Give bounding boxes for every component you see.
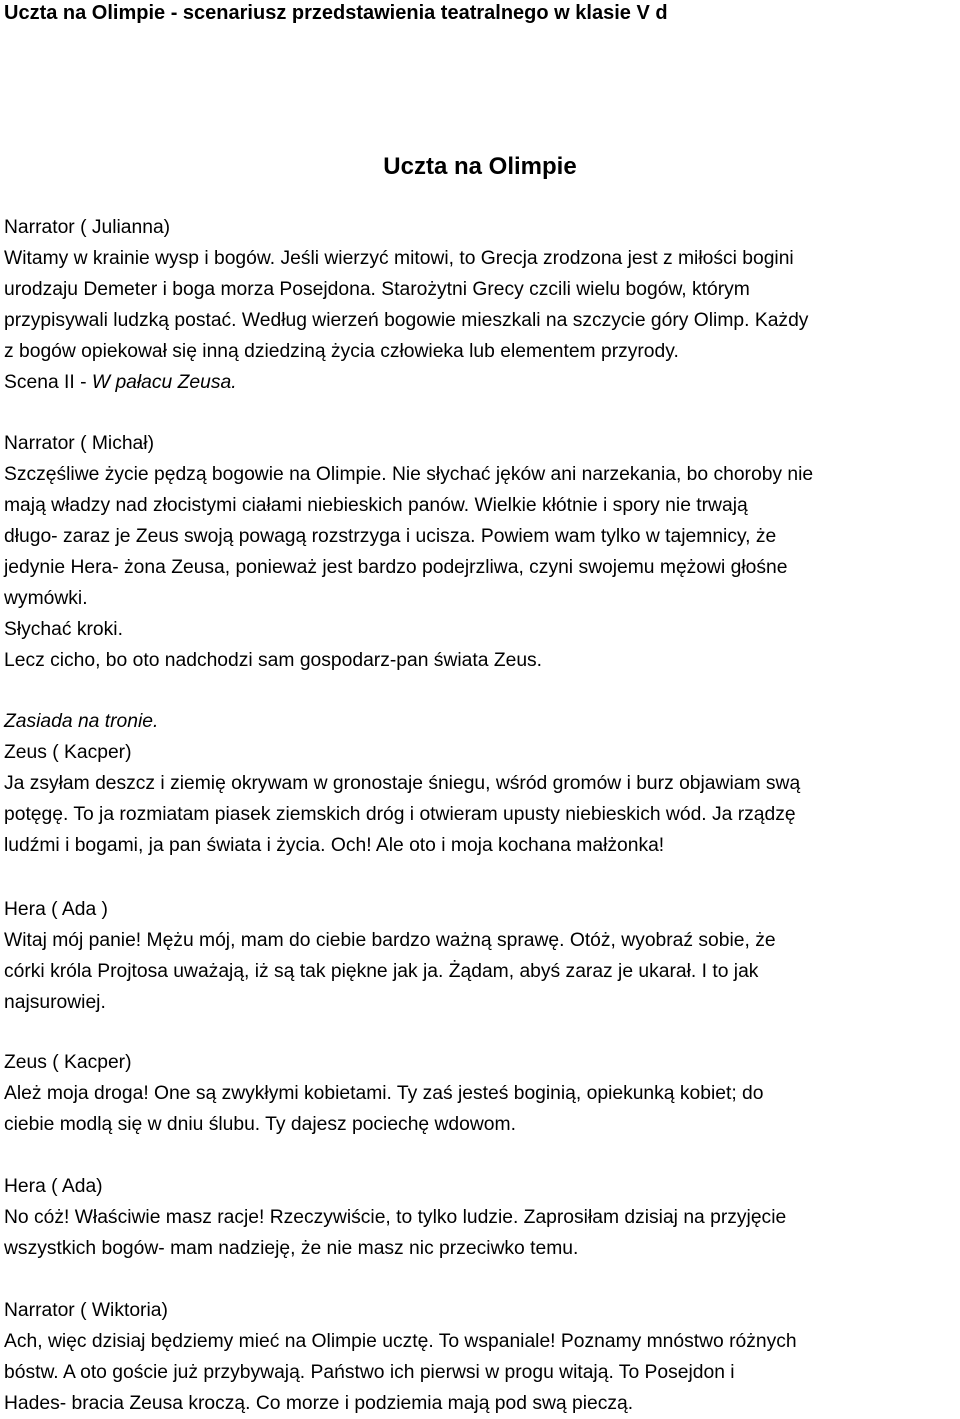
dialogue-line: najsurowiej. xyxy=(4,992,106,1013)
speaker-name: Narrator ( Michał) xyxy=(4,433,154,454)
dialogue-line: Witamy w krainie wysp i bogów. Jeśli wierzyć mitowi, to Grecja zrodzona jest z miłości bogini xyxy=(4,248,794,269)
dialogue-line: ciebie modlą się w dniu ślubu. Ty dajesz pociechę wdowom. xyxy=(4,1114,516,1135)
dialogue-line: Ach, więc dzisiaj będziemy mieć na Olimpie ucztę. To wspaniale! Poznamy mnóstwo różnych xyxy=(4,1331,797,1352)
dialogue-line: potęgę. To ja rozmiatam piasek ziemskich dróg i otwieram upusty niebieskich wód. Ja rządzę xyxy=(4,804,796,825)
dialogue-line: z bogów opiekował się inną dziedziną życia człowieka lub elementem przyrody. xyxy=(4,341,679,362)
dialogue-line: Witaj mój panie! Mężu mój, mam do ciebie bardzo ważną sprawę. Otóż, wyobraź sobie, że xyxy=(4,930,776,951)
dialogue-line: wszystkich bogów- mam nadzieję, że nie masz nic przeciwko temu. xyxy=(4,1238,579,1259)
speaker-name: Zeus ( Kacper) xyxy=(4,1052,132,1073)
scene-prefix: Scena II - xyxy=(4,372,92,393)
dialogue-line: mają władzy nad złocistymi ciałami niebieskich panów. Wielkie kłótnie i spory nie trwają xyxy=(4,495,748,516)
speaker-name: Hera ( Ada ) xyxy=(4,899,108,920)
section-hera-1 xyxy=(4,894,954,1018)
section-narrator-wiktoria xyxy=(4,1295,954,1419)
speaker-name: Zeus ( Kacper) xyxy=(4,742,132,763)
dialogue-line: Słychać kroki. xyxy=(4,619,123,640)
dialogue-line: Ależ moja droga! One są zwykłymi kobietami. Ty zaś jesteś boginią, opiekunką kobiet; do xyxy=(4,1083,764,1104)
document-title: Uczta na Olimpie xyxy=(383,153,577,180)
section-hera-2 xyxy=(4,1171,954,1264)
dialogue-line: długo- zaraz je Zeus swoją powagą rozstrzyga i ucisza. Powiem wam tylko w tajemnicy, że xyxy=(4,526,777,547)
dialogue-line: Lecz cicho, bo oto nadchodzi sam gospodarz-pan świata Zeus. xyxy=(4,650,543,671)
dialogue-line: urodzaju Demeter i boga morza Posejdona. Starożytni Grecy czcili wielu bogów, którym xyxy=(4,279,750,300)
dialogue-line: przypisywali ludzką postać. Według wierzeń bogowie mieszkali na szczycie góry Olimp. Każdy xyxy=(4,310,809,331)
section-narrator-julianna xyxy=(4,212,954,398)
dialogue-line: wymówki. xyxy=(4,588,88,609)
scene-heading xyxy=(4,367,954,398)
section-narrator-michal xyxy=(4,428,954,676)
section-zeus-1 xyxy=(4,706,954,861)
section-zeus-2 xyxy=(4,1047,954,1140)
dialogue-line: jedynie Hera- żona Zeusa, ponieważ jest bardzo podejrzliwa, czyni swojemu mężowi głośne xyxy=(4,557,788,578)
dialogue-line: Hades- bracia Zeusa kroczą. Co morze i podziemia mają pod swą pieczą. xyxy=(4,1393,634,1414)
dialogue-line: Ja zsyłam deszcz i ziemię okrywam w gronostaje śniegu, wśród gromów i burz objawiam swą xyxy=(4,773,801,794)
dialogue-line: córki króla Projtosa uważają, iż są tak piękne jak ja. Żądam, abyś zaraz je ukarał. I to jak xyxy=(4,961,759,982)
scene-title: W pałacu Zeusa. xyxy=(91,372,237,393)
dialogue-line: bóstw. A oto goście już przybywają. Państwo ich pierwsi w progu witają. To Posejdon i xyxy=(4,1362,735,1383)
dialogue-line: No cóż! Właściwie masz racje! Rzeczywiście, to tylko ludzie. Zaprosiłam dzisiaj na przyjęcie xyxy=(4,1207,787,1228)
dialogue-line: ludźmi i bogami, ja pan świata i życia. Och! Ale oto i moja kochana małżonka! xyxy=(4,835,665,856)
speaker-name: Narrator ( Wiktoria) xyxy=(4,1300,168,1321)
dialogue-line: Szczęśliwe życie pędzą bogowie na Olimpie. Nie słychać jęków ani narzekania, bo choroby nie xyxy=(4,464,814,485)
document-header: Uczta na Olimpie - scenariusz przedstawienia teatralnego w klasie V d xyxy=(4,2,668,24)
speaker-name: Narrator ( Julianna) xyxy=(4,217,171,238)
speaker-name: Hera ( Ada) xyxy=(4,1176,103,1197)
stage-direction: Zasiada na tronie. xyxy=(4,711,159,732)
